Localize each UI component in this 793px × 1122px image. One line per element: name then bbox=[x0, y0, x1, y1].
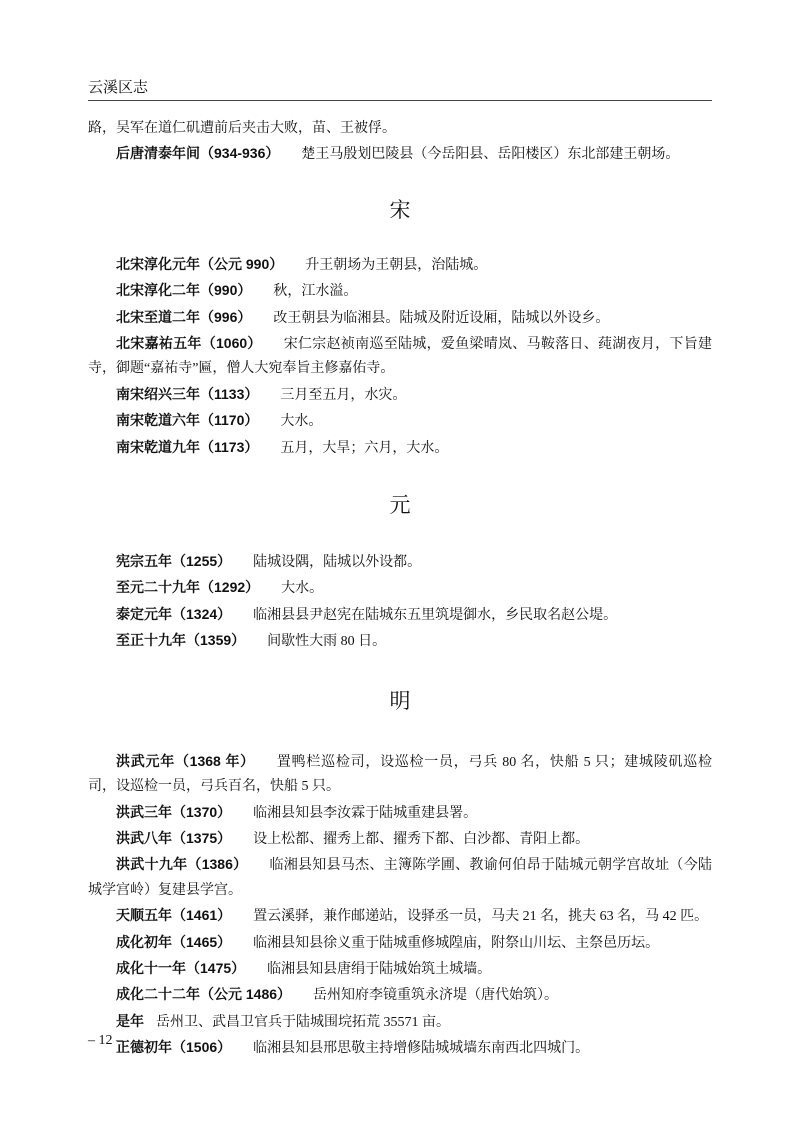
chronicle-entry bbox=[88, 602, 712, 628]
chronicle-entry bbox=[88, 982, 712, 1008]
entry-date: 北宋至道二年（996） bbox=[116, 308, 252, 325]
entry-text: 三月至五月，水灾。 bbox=[280, 387, 407, 403]
chronicle-entry bbox=[88, 1009, 712, 1035]
entry-text: 岳州知府李镜重筑永济堤（唐代始筑）。 bbox=[313, 988, 559, 1004]
sections bbox=[88, 194, 712, 1062]
entry-date: 洪武十九年（1386） bbox=[116, 856, 248, 873]
entry-date: 北宋嘉祐五年（1060） bbox=[116, 335, 262, 352]
entry-date: 后唐清泰年间（934-936） bbox=[116, 145, 280, 162]
section-heading: 宋 bbox=[389, 197, 411, 222]
entry-text: 临湘县知县徐义重于陆城重修城隍庙，附祭山川坛、主祭邑历坛。 bbox=[253, 935, 660, 951]
chronicle-entry bbox=[88, 408, 712, 434]
entry-date: 至元二十九年（1292） bbox=[116, 579, 260, 596]
entry-text: 临湘县知县李汝霖于陆城重建县署。 bbox=[253, 805, 478, 821]
entry-text: 临湘县知县马杰、主簿陈学圃、教谕何伯昂于陆城元朝学宫故址（今陆城学宫岭）复建县学宫。 bbox=[88, 858, 712, 898]
entry-date: 泰定元年（1324） bbox=[116, 605, 232, 622]
entry-date: 是年 bbox=[116, 1012, 144, 1029]
paragraph-continuation: 路，吴军在道仁矶遭前后夹击大败，苗、王被俘。 bbox=[88, 121, 396, 136]
entry-text: 临湘县知县邢思敬主持增修陆城城墙东南西北四城门。 bbox=[253, 1041, 590, 1057]
running-header: 云溪区志 bbox=[88, 78, 149, 96]
entry-date: 南宋乾道九年（1173） bbox=[116, 438, 259, 455]
chronicle-entry bbox=[88, 826, 712, 852]
entry-date: 宪宗五年（1255） bbox=[116, 553, 232, 570]
entry-date: 洪武八年（1375） bbox=[116, 829, 232, 846]
entry-date: 至正十九年（1359） bbox=[116, 632, 246, 649]
chronicle-entry bbox=[88, 305, 712, 331]
chronicle-entry bbox=[88, 278, 712, 304]
chronicle-entry bbox=[88, 331, 712, 382]
entry-text: 临湘县县尹赵宪在陆城东五里筑堤御水，乡民取名赵公堤。 bbox=[253, 607, 618, 623]
chronicle-entry bbox=[88, 435, 712, 461]
entry-text: 岳州卫、武昌卫官兵于陆城围垸拓荒 35571 亩。 bbox=[156, 1014, 450, 1030]
entry-text: 间歇性大雨 80 日。 bbox=[267, 634, 387, 650]
chronicle-entry bbox=[88, 575, 712, 601]
page-number: – 12 – bbox=[88, 1033, 123, 1048]
chronicle-entry bbox=[88, 956, 712, 982]
section-heading: 元 bbox=[389, 493, 411, 518]
chronicle-entry bbox=[88, 628, 712, 654]
entry-date: 北宋淳化元年（公元 990） bbox=[116, 255, 284, 272]
entry-text: 五月，大旱；六月，大水。 bbox=[280, 440, 449, 456]
chronicle-entry bbox=[88, 382, 712, 408]
entry-date: 正德初年（1506） bbox=[116, 1039, 232, 1056]
entry-text: 升王朝场为王朝县，治陆城。 bbox=[305, 257, 488, 273]
entry-date: 天顺五年（1461） bbox=[116, 907, 232, 924]
entry-date: 成化初年（1465） bbox=[116, 933, 232, 950]
entry-date: 洪武三年（1370） bbox=[116, 803, 232, 820]
entry-text: 大水。 bbox=[281, 581, 324, 597]
page-content bbox=[88, 117, 712, 1062]
chronicle-entry bbox=[88, 549, 712, 575]
chronicle-entry bbox=[88, 1035, 712, 1061]
entry-date: 南宋绍兴三年（1133） bbox=[116, 385, 259, 402]
entry-date: 成化二十二年（公元 1486） bbox=[116, 986, 292, 1003]
entry-text: 置云溪驿，兼作邮递站，设驿丞一员，马夫 21 名，挑夫 63 名，马 42 匹。 bbox=[253, 909, 709, 925]
chronicle-entry bbox=[88, 852, 712, 903]
chronicle-entry bbox=[88, 749, 712, 800]
chronicle-entry bbox=[88, 903, 712, 929]
entry-text: 置鸭栏巡检司，设巡检一员，弓兵 80 名，快船 5 只；建城陵矶巡检司，设巡检一员，弓兵百名，快船 5 只。 bbox=[88, 754, 712, 795]
entry-text: 设上松都、擢秀上都、擢秀下都、白沙都、青阳上都。 bbox=[253, 831, 590, 847]
entry-text: 改王朝县为临湘县。陆城及附近设厢，陆城以外设乡。 bbox=[273, 310, 610, 326]
entry-text: 楚王马殷划巴陵县（今岳阳县、岳阳楼区）东北部建王朝场。 bbox=[301, 147, 680, 163]
entry-text: 陆城设隅，陆城以外设都。 bbox=[253, 555, 422, 571]
entry-text: 大水。 bbox=[280, 414, 323, 430]
entry-text: 秋，江水溢。 bbox=[273, 284, 358, 300]
header-rule bbox=[88, 100, 712, 101]
entry-date: 南宋乾道六年（1170） bbox=[116, 412, 259, 429]
chronicle-entry bbox=[88, 252, 712, 278]
chronicle-entry bbox=[88, 800, 712, 826]
entry-date: 北宋淳化二年（990） bbox=[116, 282, 252, 299]
entry-date: 成化十一年（1475） bbox=[116, 959, 246, 976]
chronicle-entry bbox=[88, 930, 712, 956]
entry-text: 临湘县知县唐绢于陆城始筑土城墙。 bbox=[267, 961, 492, 977]
entry-text: 宋仁宗赵祯南巡至陆城，爱鱼梁晴岚、马鞍落日、莼湖夜月，下旨建寺，御题“嘉祐寺”匾，僧人大宛奉旨主修嘉佑寺。 bbox=[88, 337, 712, 377]
section-heading: 明 bbox=[389, 688, 411, 713]
entry-date: 洪武元年（1368 年） bbox=[116, 752, 255, 769]
chronicle-entry bbox=[88, 141, 712, 167]
